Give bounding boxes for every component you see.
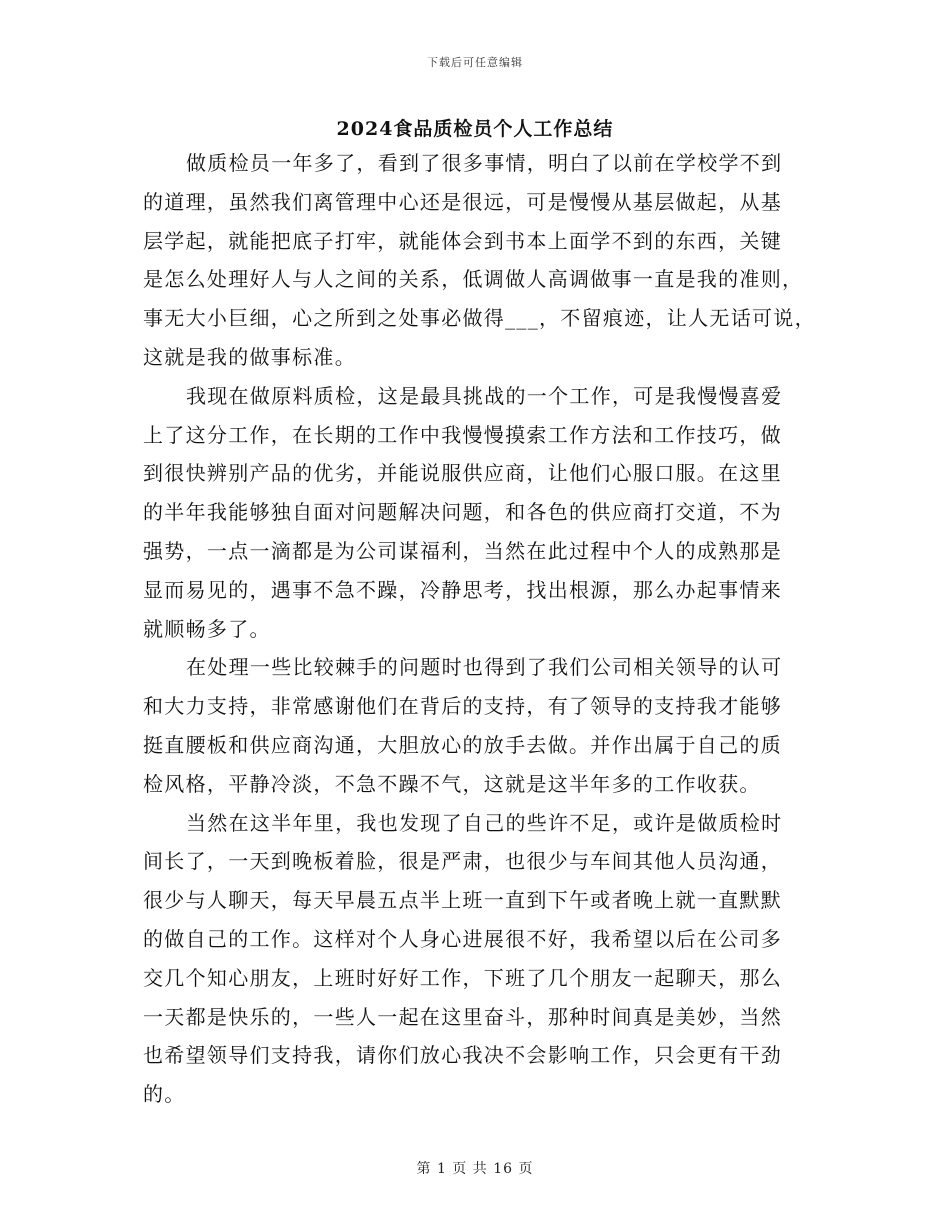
page-number-footer: 第 1 页 共 16 页 [416,1161,534,1177]
paragraph-3-line-4: 检风格，平静冷淡，不急不躁不气，这就是这半年多的工作收获。 [143,771,761,796]
paragraph-2-line-5: 强势，一点一滴都是为公司谋福利，当然在此过程中个人的成熟那是 [143,538,782,563]
paragraph-4-line-8: 的。 [143,1082,186,1107]
paragraph-4-line-4: 的做自己的工作。这样对个人身心进展很不好，我希望以后在公司多 [143,926,782,951]
paragraph-1-line-6: 这就是我的做事标准。 [143,344,356,369]
paragraph-1-line-1: 做质检员一年多了，看到了很多事情，明白了以前在学校学不到 [186,151,783,175]
paragraph-4-line-2: 间长了，一天到晚板着脸，很是严肃，也很少与车间其他人员沟通， [143,849,782,874]
paragraph-1-line-5: 事无大小巨细，心之所到之处事必做得___，不留痕迹，让人无话可说， [143,306,816,331]
page-header: 下载后可任意编辑 [427,56,523,69]
paragraph-2-line-7: 就顺畅多了。 [143,616,271,641]
paragraph-2-line-1: 我现在做原料质检，这是最具挑战的一个工作，可是我慢慢喜爱 [186,383,783,408]
paragraph-4-line-1: 当然在这半年里，我也发现了自己的些许不足，或许是做质检时 [186,810,783,835]
paragraph-1-line-4: 是怎么处理好人与人之间的关系，低调做人高调做事一直是我的准则， [143,267,804,292]
document-title: 2024食品质检员个人工作总结 [336,118,614,140]
paragraph-4-line-3: 很少与人聊天，每天早晨五点半上班一直到下午或者晚上就一直默默 [143,888,782,913]
paragraph-1-line-3: 层学起，就能把底子打牢，就能体会到书本上面学不到的东西，关键 [143,228,782,253]
paragraph-3-line-2: 和大力支持，非常感谢他们在背后的支持，有了领导的支持我才能够 [143,694,782,719]
paragraph-4-line-6: 一天都是快乐的，一些人一起在这里奋斗，那种时间真是美妙，当然 [143,1004,782,1029]
paragraph-3-line-1: 在处理一些比较棘手的问题时也得到了我们公司相关领导的认可 [186,655,783,680]
document-body [143,144,823,1114]
paragraph-3-line-3: 挺直腰板和供应商沟通，大胆放心的放手去做。并作出属于自己的质 [143,732,782,757]
paragraph-2-line-6: 显而易见的，遇事不急不躁，冷静思考，找出根源，那么办起事情来 [143,577,782,602]
paragraph-1-line-2: 的道理，虽然我们离管理中心还是很远，可是慢慢从基层做起，从基 [143,189,782,214]
paragraph-4-line-7: 也希望领导们支持我，请你们放心我决不会影响工作，只会更有干劲 [143,1043,782,1068]
paragraph-2-line-2: 上了这分工作，在长期的工作中我慢慢摸索工作方法和工作技巧，做 [143,422,782,447]
paragraph-4-line-5: 交几个知心朋友，上班时好好工作，下班了几个朋友一起聊天，那么 [143,965,782,990]
paragraph-2-line-4: 的半年我能够独自面对问题解决问题，和各色的供应商打交道，不为 [143,500,782,525]
paragraph-2-line-3: 到很快辨别产品的优劣，并能说服供应商，让他们心服口服。在这里 [143,461,782,486]
